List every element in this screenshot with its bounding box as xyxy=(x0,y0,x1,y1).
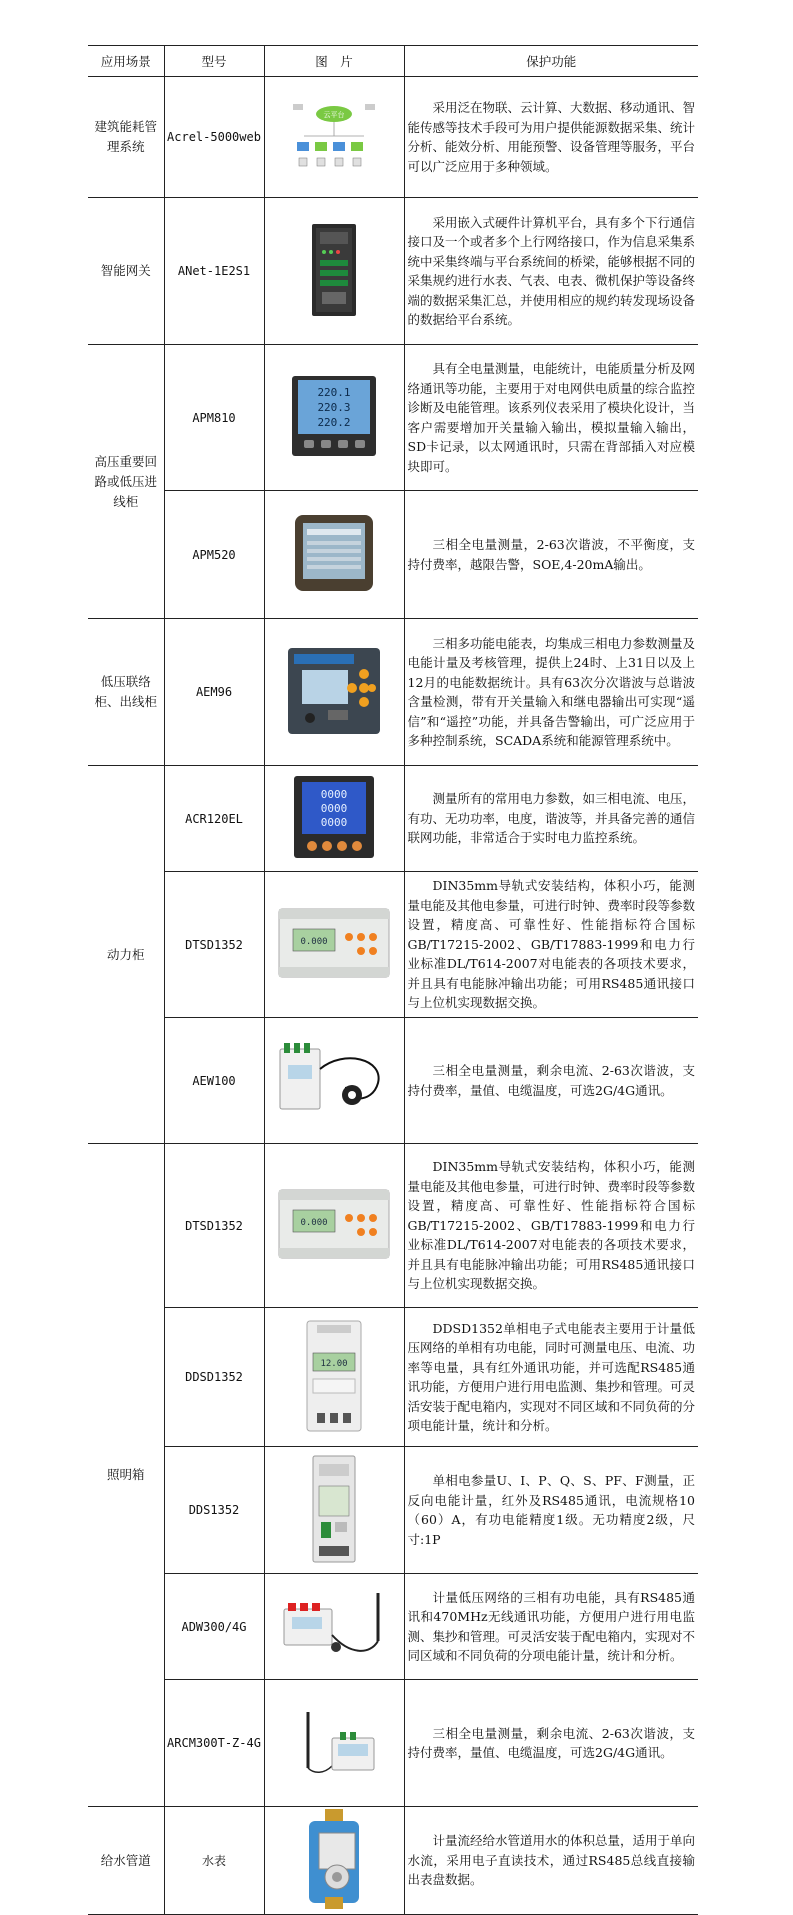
system-diagram-image xyxy=(289,96,379,176)
diagram-center-label: 云平台 xyxy=(323,110,345,119)
function-text: 计量流经给水管道用水的体积总量，适用于单向水流，采用电子直读技术，通过RS485总线直接输出表盘数据。 xyxy=(407,1833,696,1888)
function-text: 三相全电量测量，剩余电流、2-63次谐波，支持付费率，量值、电缆温度，可选2G/4G通讯。 xyxy=(407,1063,695,1098)
adw300-image xyxy=(274,1585,394,1665)
din-meter-image xyxy=(275,903,393,983)
header-model: 型号 xyxy=(164,46,264,77)
function-text: 采用泛在物联、云计算、大数据、移动通讯、智能传感等技术手段可为用户提供能源数据采集、统计分析、能效分析、用能预警、设备管理等服务，平台可以广泛应用于多种领域。 xyxy=(407,100,696,174)
table-row xyxy=(88,1574,698,1680)
function-cell xyxy=(404,872,698,1018)
model-cell: APM810 xyxy=(164,345,264,491)
header-row xyxy=(88,46,698,77)
function-cell xyxy=(404,1447,698,1574)
scene-cell: 高压重要回路或低压进线柜 xyxy=(88,345,164,619)
table-row xyxy=(88,872,698,1018)
image-cell xyxy=(264,1308,404,1447)
model-cell: ANet-1E2S1 xyxy=(164,198,264,345)
function-text: 采用嵌入式硬件计算机平台，具有多个下行通信接口及一个或者多个上行网络接口，作为信息采集系统中采集终端与平台系统间的桥梁，能够根据不同的采集规约进行水表、气表、电表、微机保护等设备终端的数据采集汇总，并使用相应的规约转发现场设备的数据给平台系统。 xyxy=(407,214,696,327)
table-row xyxy=(88,619,698,766)
table-row xyxy=(88,1308,698,1447)
function-text: 测量所有的常用电力参数，如三相电流、电压，有功、无功功率，电度，谐波等，并具备完善的通信联网功能，非常适合于实时电力监控系统。 xyxy=(407,791,696,846)
apm810-value: 220.1 xyxy=(317,386,351,399)
table-row xyxy=(88,77,698,198)
model-cell: ACR120EL xyxy=(164,766,264,872)
acr120-value: 0000 xyxy=(320,816,348,829)
scene-cell: 建筑能耗管理系统 xyxy=(88,77,164,198)
ddsd-value: 12.00 xyxy=(320,1358,348,1369)
acr120-value: 0000 xyxy=(320,802,348,815)
function-text: 单相电参量U、I、P、Q、S、PF、F测量，正反向电能计量，红外及RS485通讯，电流规格10（60）A，有功电能精度1级。无功精度2级，尺寸:1P xyxy=(407,1473,695,1547)
model-cell: AEW100 xyxy=(164,1018,264,1144)
function-cell xyxy=(404,1018,698,1144)
wireless-ct-image xyxy=(274,1039,394,1119)
image-cell xyxy=(264,1144,404,1308)
scene-cell: 照明箱 xyxy=(88,1144,164,1807)
scene-cell: 动力柜 xyxy=(88,766,164,1144)
image-cell xyxy=(264,766,404,872)
din-meter-image xyxy=(275,1184,393,1264)
function-text: 三相多功能电能表，均集成三相电力参数测量及电能计量及考核管理，提供上24时、上31日以及上12月的电能数据统计。具有63次分次谐波与总谐波含量检测，带有开关量输入和继电器输出可实现“遥信”和“遥控”功能，并具备告警输出，可广泛应用于多种控制系统，SCADA系统和能源管理系统中。 xyxy=(407,635,696,748)
function-cell xyxy=(404,1144,698,1308)
apm810-value: 220.2 xyxy=(317,416,351,429)
image-cell xyxy=(264,1807,404,1915)
scene-cell: 智能网关 xyxy=(88,198,164,345)
function-cell xyxy=(404,198,698,345)
model-cell: APM520 xyxy=(164,491,264,619)
model-cell: DDS1352 xyxy=(164,1447,264,1574)
water-meter-image xyxy=(289,1807,379,1911)
image-cell xyxy=(264,77,404,198)
apm810-value: 220.3 xyxy=(317,401,351,414)
image-cell xyxy=(264,1018,404,1144)
header-scene: 应用场景 xyxy=(88,46,164,77)
image-cell xyxy=(264,1680,404,1807)
table-row xyxy=(88,198,698,345)
meter-small-image xyxy=(291,511,377,595)
function-cell xyxy=(404,345,698,491)
function-text: 计量低压网络的三相有功电能，具有RS485通讯和470MHz无线通讯功能，方便用户进行用电监测、集抄和管理。可灵活安装于配电箱内，实现对不同区域和不同负荷的分项电能计量，统计和分析。 xyxy=(407,1589,696,1663)
function-text: 三相全电量测量，2-63次谐波，不平衡度，支持付费率，越限告警，SOE,4-20mA输出。 xyxy=(407,537,695,572)
table-row xyxy=(88,491,698,619)
spec-table xyxy=(88,45,698,1915)
model-cell: DDSD1352 xyxy=(164,1308,264,1447)
arcm300-image xyxy=(284,1702,384,1782)
function-text: 三相全电量测量，剩余电流、2-63次谐波，支持付费率，量值、电缆温度，可选2G/4G通讯。 xyxy=(407,1725,695,1760)
function-cell xyxy=(404,1308,698,1447)
meter-keys-image xyxy=(284,644,384,738)
table-row xyxy=(88,766,698,872)
function-cell xyxy=(404,1574,698,1680)
header-function: 保护功能 xyxy=(404,46,698,77)
table-row xyxy=(88,1018,698,1144)
image-cell xyxy=(264,1447,404,1574)
meter-blue-image xyxy=(290,774,378,860)
function-cell xyxy=(404,766,698,872)
model-cell: Acrel-5000web xyxy=(164,77,264,198)
dtsd-value: 0.000 xyxy=(300,937,328,947)
model-cell: DTSD1352 xyxy=(164,1144,264,1308)
model-cell: ADW300/4G xyxy=(164,1574,264,1680)
model-cell: 水表 xyxy=(164,1807,264,1915)
function-cell xyxy=(404,619,698,766)
function-text: DDSD1352单相电子式电能表主要用于计量低压网络的单相有功电能，同时可测量电压、电流、功率等电量，具有红外通讯功能，并可选配RS485通讯功能，方便用户进行用电监测、集抄和管理。可灵活安装于配电箱内，实现对不同区域和不同负荷的分项电能计量，统计和分析。 xyxy=(407,1320,696,1433)
dtsd-value: 0.000 xyxy=(300,1218,328,1228)
table-row xyxy=(88,1447,698,1574)
table-row xyxy=(88,1144,698,1308)
scene-cell: 低压联络柜、出线柜 xyxy=(88,619,164,766)
function-text: 具有全电量测量，电能统计，电能质量分析及网络通讯等功能，主要用于对电网供电质量的综合监控诊断及电能管理。该系列仪表采用了模块化设计，当客户需要增加开关量输入输出，模拟量输入输出，SD卡记录，以太网通讯时，只需在背部插入对应模块即可。 xyxy=(407,361,696,474)
table-row xyxy=(88,1680,698,1807)
header-image: 图 片 xyxy=(264,46,404,77)
image-cell xyxy=(264,1574,404,1680)
single-din-green-image xyxy=(299,1452,369,1566)
model-cell: DTSD1352 xyxy=(164,872,264,1018)
image-cell xyxy=(264,345,404,491)
single-din-image xyxy=(299,1317,369,1435)
function-cell xyxy=(404,1807,698,1915)
function-text: DIN35mm导轨式安装结构，体积小巧，能测量电能及其他电参量，可进行时钟、费率时段等参数设置，精度高、可靠性好、性能指标符合国标GB/T17215-2002、GB/T17883-1999和电力行业标准DL/T614-2007对电能表的各项技术要求，并且具有电能脉冲输出功能；可用RS485通讯接口与上位机实现数据交换。 xyxy=(407,1159,696,1292)
gateway-image xyxy=(304,220,364,320)
scene-cell: 给水管道 xyxy=(88,1807,164,1915)
meter-panel-image xyxy=(288,372,380,460)
function-cell xyxy=(404,77,698,198)
image-cell xyxy=(264,198,404,345)
image-cell xyxy=(264,491,404,619)
function-cell xyxy=(404,1680,698,1807)
model-cell: AEM96 xyxy=(164,619,264,766)
table-row xyxy=(88,345,698,491)
function-text: DIN35mm导轨式安装结构，体积小巧，能测量电能及其他电参量，可进行时钟、费率时段等参数设置，精度高、可靠性好、性能指标符合国标GB/T17215-2002、GB/T17883-1999和电力行业标准DL/T614-2007对电能表的各项技术要求，并且具有电能脉冲输出功能；可用RS485通讯接口与上位机实现数据交换。 xyxy=(407,878,696,1011)
function-cell xyxy=(404,491,698,619)
image-cell xyxy=(264,619,404,766)
model-cell: ARCM300T-Z-4G xyxy=(164,1680,264,1807)
acr120-value: 0000 xyxy=(320,788,348,801)
image-cell xyxy=(264,872,404,1018)
table-row xyxy=(88,1807,698,1915)
